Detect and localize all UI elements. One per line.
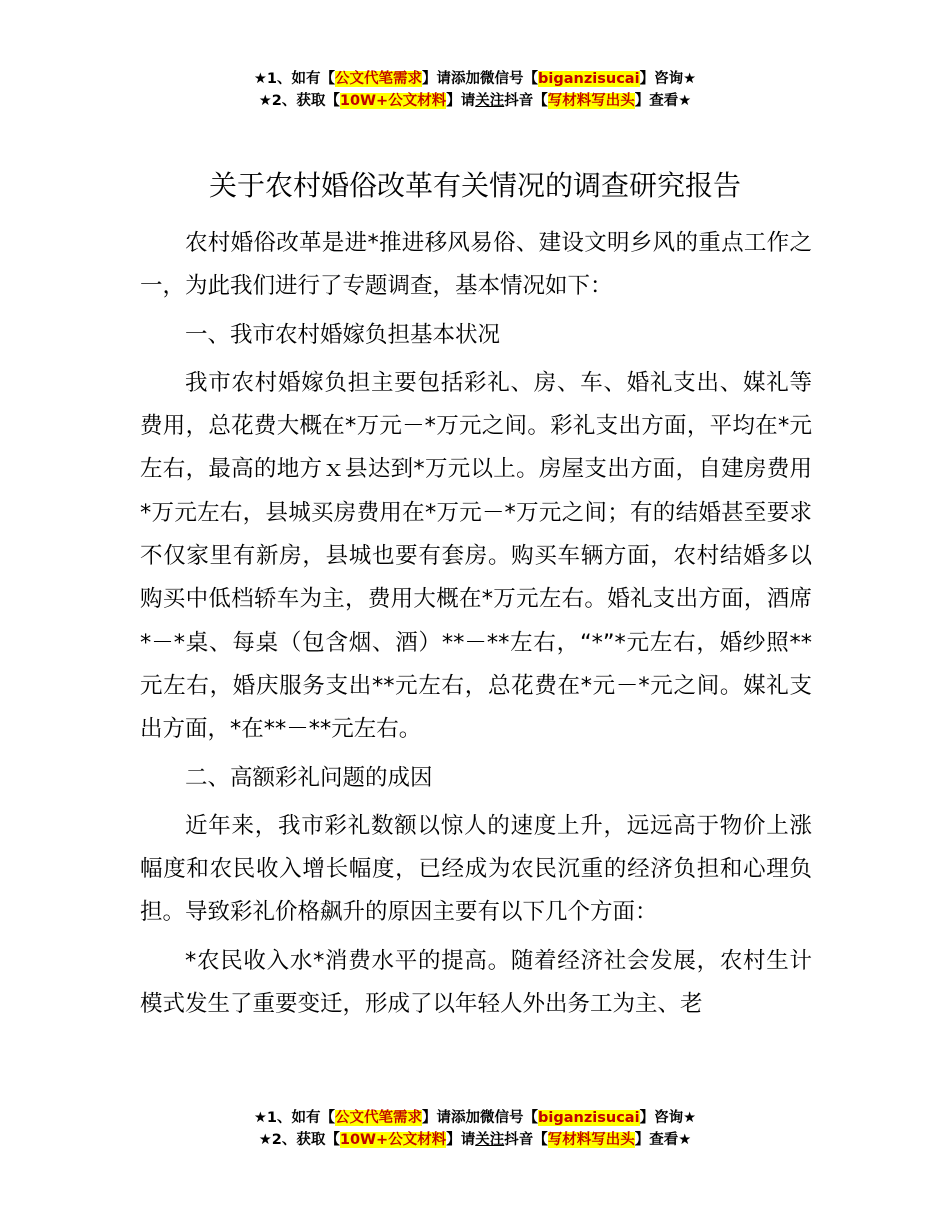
section-heading-2: 二、高额彩礼问题的成因 [185, 764, 433, 791]
promo-highlight: 公文代笔需求 [335, 1110, 423, 1126]
promo-highlight: 公文代笔需求 [335, 71, 423, 87]
promo-underlined: 关注 [475, 1132, 505, 1148]
section-heading-1: 一、我市农村婚嫁负担基本状况 [185, 321, 501, 348]
douyin-account: 写材料写出头 [547, 1132, 635, 1148]
promo-line-2: ★2、获取【10W+公文材料】请关注抖音【写材料写出头】查看★ [258, 1132, 692, 1148]
wechat-id: biganzisucai [538, 71, 640, 87]
intro-paragraph: 农村婚俗改革是进*推进移风易俗、建设文明乡风的重点工作之一，为此我们进行了专题调查，基本情况如下： [140, 230, 812, 300]
douyin-account: 写材料写出头 [547, 93, 635, 109]
body-paragraph: 我市农村婚嫁负担主要包括彩礼、房、车、婚礼支出、媒礼等费用，总花费大概在*万元－*万元之间。彩礼支出方面，平均在*元左右，最高的地方ｘ县达到*万元以上。房屋支出方面，自建房费用*万元左右，县城买房费用在*万元－*万元之间；有的结婚甚至要求不仅家里有新房，县城也要有套房。购买车辆方面，农村结婚多以购买中低档轿车为主，费用大概在*万元左右。婚礼支出方面，酒席*－*桌、每桌（包含烟、酒）**－**左右，“*”*元左右，婚纱照**元左右，婚庆服务支出**元左右，总花费在*元－*元之间。媒礼支出方面，*在**－**元左右。 [140, 369, 812, 743]
promo-line-1: ★1、如有【公文代笔需求】请添加微信号【biganzisucai】咨询★ [253, 71, 697, 87]
promo-line-1: ★1、如有【公文代笔需求】请添加微信号【biganzisucai】咨询★ [253, 1110, 697, 1126]
wechat-id: biganzisucai [538, 1110, 640, 1126]
promo-highlight: 10W+公文材料 [339, 93, 447, 109]
promo-highlight: 10W+公文材料 [339, 1132, 447, 1148]
promo-header [0, 68, 950, 112]
promo-footer [0, 1107, 950, 1151]
body-paragraph: *农民收入水*消费水平的提高。随着经济社会发展，农村生计模式发生了重要变迁，形成了以年轻人外出务工为主、老 [140, 947, 812, 1018]
document-body [140, 222, 812, 1026]
promo-line-2: ★2、获取【10W+公文材料】请关注抖音【写材料写出头】查看★ [258, 93, 692, 109]
promo-underlined: 关注 [475, 93, 505, 109]
document-title: 关于农村婚俗改革有关情况的调查研究报告 [208, 169, 741, 202]
body-paragraph: 近年来，我市彩礼数额以惊人的速度上升，远远高于物价上涨幅度和农民收入增长幅度，已经成为农民沉重的经济负担和心理负担。导致彩礼价格飙升的原因主要有以下几个方面： [140, 812, 812, 926]
